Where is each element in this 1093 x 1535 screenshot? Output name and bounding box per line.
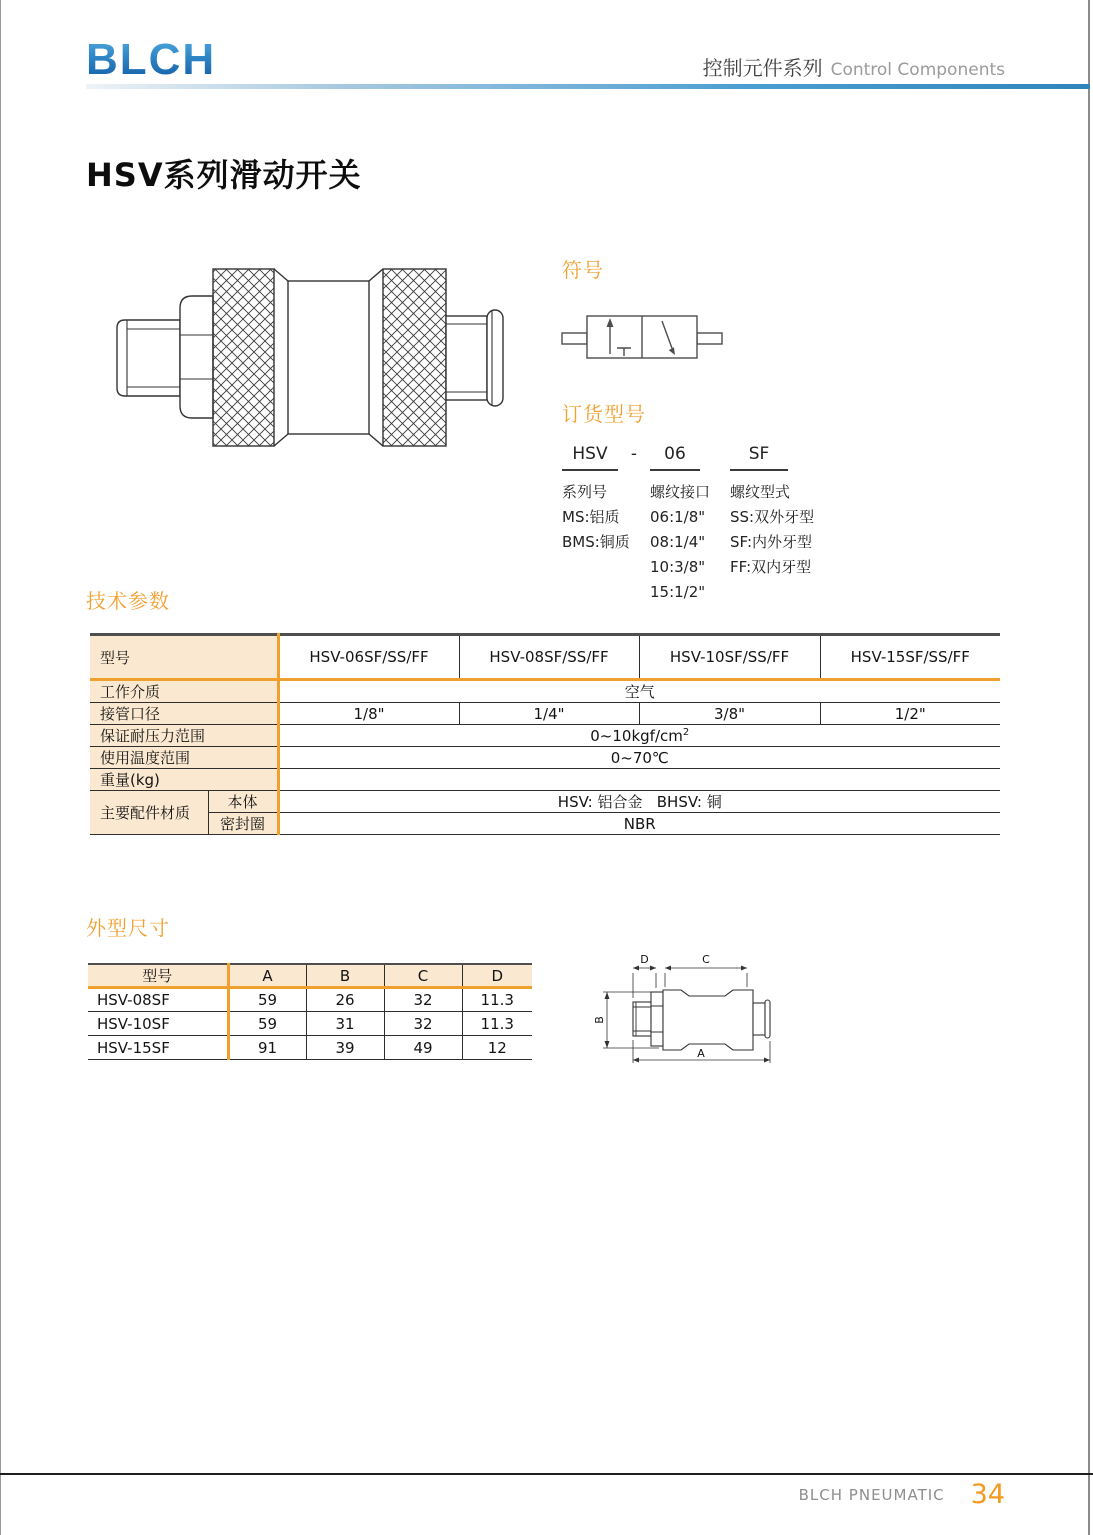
table-row [88, 1036, 532, 1060]
ordering-option: 06:1/8" [650, 508, 706, 526]
footer-page-number: 34 [970, 1479, 1005, 1510]
footer-divider-line [0, 1473, 1093, 1475]
model-header: HSV-08SF/SS/FF [459, 635, 639, 680]
model-cell: HSV-08SF [88, 988, 228, 1012]
dim-label-c: C [702, 953, 710, 966]
ordering-option: SF:内外牙型 [730, 533, 813, 551]
row-label: 型号 [90, 635, 278, 680]
valve-symbol-drawing [558, 306, 733, 370]
header-series-zh: 控制元件系列 [702, 56, 823, 80]
ordering-option: FF:双内牙型 [730, 558, 812, 576]
table-row [88, 964, 532, 988]
dim-label-a: A [697, 1047, 705, 1060]
tech-params-heading: 技术参数 [86, 589, 170, 613]
sub-row-label: 密封圈 [208, 813, 278, 835]
dim-label-b: B [593, 1016, 606, 1024]
table-row [90, 635, 1000, 680]
row-value [278, 725, 1000, 747]
row-value [278, 769, 1000, 791]
dim-cell: 32 [384, 1012, 462, 1036]
blch-logo [84, 30, 274, 86]
row-label: 工作介质 [90, 680, 278, 703]
column-header: C [384, 964, 462, 988]
header-series-en: Control Components [830, 60, 1005, 80]
pressure-value-sup: 2 [682, 726, 690, 738]
model-cell: HSV-15SF [88, 1036, 228, 1060]
dimensions-table-wrap [88, 963, 532, 1060]
column-header: A [228, 964, 306, 988]
ordering-option: 10:3/8" [650, 558, 706, 576]
ordering-code-series: HSV [562, 444, 618, 471]
dim-cell: 11.3 [462, 1012, 532, 1036]
symbol-heading: 符号 [562, 258, 604, 282]
table-row [90, 747, 1000, 769]
pressure-value: 0~10kgf/cm [590, 726, 683, 745]
column-header: B [306, 964, 384, 988]
ordering-thread-options [730, 480, 815, 580]
dim-cell: 12 [462, 1036, 532, 1060]
table-row [90, 769, 1000, 791]
column-header: D [462, 964, 532, 988]
ordering-option: 08:1/4" [650, 533, 706, 551]
model-header: HSV-10SF/SS/FF [639, 635, 820, 680]
model-header: HSV-15SF/SS/FF [820, 635, 1000, 680]
ordering-port-options [650, 480, 711, 605]
ordering-code-thread: SF [730, 444, 788, 471]
table-row [90, 725, 1000, 747]
tech-params-table [90, 633, 1000, 835]
dim-cell: 11.3 [462, 988, 532, 1012]
column-header: 型号 [88, 964, 228, 988]
sub-row-label: 本体 [208, 791, 278, 813]
row-value: 空气 [278, 680, 1000, 703]
ordering-column-thread [730, 444, 815, 580]
blch-logo-text: BLCH [86, 35, 217, 84]
model-cell: HSV-10SF [88, 1012, 228, 1036]
page-left-border [0, 0, 1, 1535]
dim-cell: 59 [228, 988, 306, 1012]
dimensions-heading: 外型尺寸 [86, 916, 170, 940]
page-title [86, 150, 362, 196]
row-value: 1/8" [278, 703, 459, 725]
model-header: HSV-06SF/SS/FF [278, 635, 459, 680]
row-value: HSV: 铝合金 BHSV: 铜 [278, 791, 1000, 813]
table-row [88, 988, 532, 1012]
tech-params-table-wrap [90, 633, 1000, 835]
dim-cell: 32 [384, 988, 462, 1012]
header-series [703, 52, 1005, 81]
dim-cell: 39 [306, 1036, 384, 1060]
ordering-series-options [562, 480, 630, 555]
ordering-option: BMS:铜质 [562, 533, 630, 551]
ordering-option: 螺纹型式 [730, 483, 791, 501]
ordering-option: SS:双外牙型 [730, 508, 815, 526]
footer [799, 1479, 1005, 1510]
ordering-code-port: 06 [650, 444, 700, 471]
row-value: NBR [278, 813, 1000, 835]
ordering-option: MS:铝质 [562, 508, 620, 526]
ordering-column-port [650, 444, 711, 605]
product-drawing [100, 253, 525, 481]
ordering-column-series [562, 444, 630, 555]
table-row [90, 680, 1000, 703]
row-value: 1/2" [820, 703, 1000, 725]
row-value: 0~70℃ [278, 747, 1000, 769]
dim-cell: 59 [228, 1012, 306, 1036]
ordering-heading: 订货型号 [562, 402, 646, 426]
dim-label-d: D [640, 953, 649, 966]
ordering-option: 系列号 [562, 483, 608, 501]
header-divider-line [86, 84, 1090, 89]
footer-brand: BLCH PNEUMATIC [798, 1485, 945, 1504]
dim-cell: 26 [306, 988, 384, 1012]
dim-cell: 91 [228, 1036, 306, 1060]
row-label: 重量(kg) [90, 769, 278, 791]
dim-cell: 49 [384, 1036, 462, 1060]
dimension-drawing [593, 948, 773, 1070]
table-row [88, 1012, 532, 1036]
table-row [90, 791, 1000, 813]
ordering-option: 15:1/2" [650, 583, 706, 601]
ordering-separator: - [630, 444, 638, 464]
row-label: 接管口径 [90, 703, 278, 725]
row-label: 使用温度范围 [90, 747, 278, 769]
row-value: 1/4" [459, 703, 639, 725]
table-row [90, 703, 1000, 725]
page-right-border [1088, 0, 1090, 1535]
ordering-option: 螺纹接口 [650, 483, 711, 501]
page-title-latin: HSV [86, 156, 164, 194]
table-row [90, 813, 1000, 835]
row-label: 保证耐压力范围 [90, 725, 278, 747]
page-title-zh: 系列滑动开关 [163, 156, 362, 194]
dim-cell: 31 [306, 1012, 384, 1036]
dimensions-table [88, 963, 532, 1060]
row-label: 主要配件材质 [90, 791, 208, 835]
row-value: 3/8" [639, 703, 820, 725]
